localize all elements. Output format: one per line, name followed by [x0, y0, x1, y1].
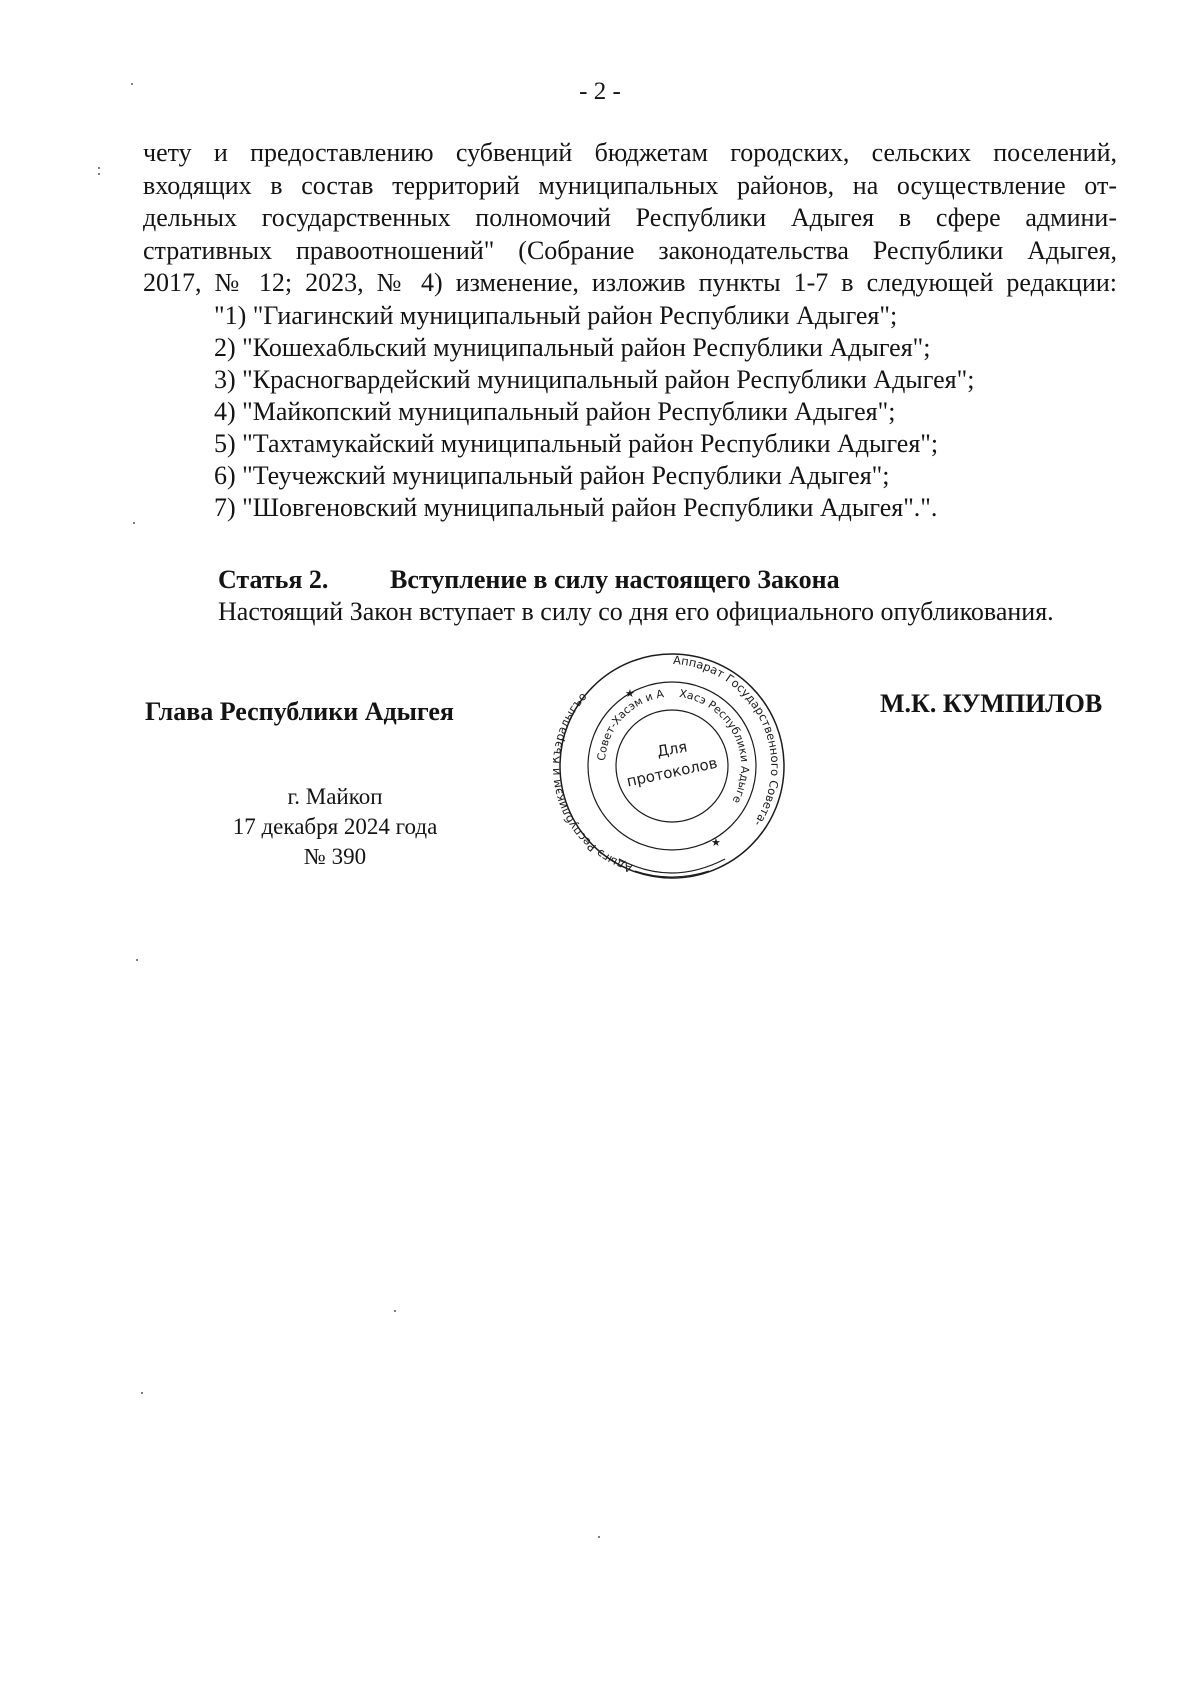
- stamp-graphic: [553, 651, 791, 883]
- stamp-inner-left-text: Совет-Хасэм и А: [594, 687, 665, 762]
- body-line: дельных государственных полномочий Республики Адыгея в сфере админи-: [143, 203, 1117, 232]
- signatory-role: Глава Республики Адыгея: [145, 697, 454, 726]
- stamp-star: ★: [711, 836, 721, 849]
- article-title: Вступление в силу настоящего Закона: [390, 565, 840, 594]
- body-line: входящих в состав территорий муниципальных районов, на осуществление от-: [143, 170, 1117, 200]
- list-item: 3) "Красногвардейский муниципальный район Республики Адыгея";: [214, 365, 975, 394]
- scan-speck: [136, 959, 138, 961]
- body-line: чету и предоставлению субвенций бюджетам городских, сельских поселений,: [143, 138, 1117, 167]
- signatory-name: М.К. КУМПИЛОВ: [880, 689, 1103, 718]
- stamp-outer-left-text: Адыгэ Республик ралыгъо: [553, 689, 634, 876]
- body-line: 2017, № 12; 2023, № 4) изменение, изложив пункты 1-7 в следующей редакции:: [143, 268, 1117, 297]
- body-line: стративных правоотношений" (Собрание законодательства Республики Адыгея,: [143, 235, 1117, 265]
- body-paragraph: [143, 137, 1117, 300]
- stamp-center-line2: протоколов: [624, 753, 719, 791]
- district-list: [214, 300, 974, 524]
- city: г. Майкоп: [287, 784, 383, 809]
- scan-speck: [98, 167, 100, 169]
- scan-speck: [131, 83, 133, 85]
- article-text: Настоящий Закон вступает в силу со дня его официального опубликования.: [218, 597, 1054, 626]
- page-number: - 2 -: [579, 78, 621, 105]
- stamp-inner-right-text: Хасэ Республики Адыге: [678, 687, 752, 806]
- stamp-outer-right-text: Аппарат Государственного Совета-: [672, 652, 783, 830]
- article-heading: [218, 565, 840, 595]
- law-number: № 390: [303, 844, 367, 869]
- list-item: 7) "Шовгеновский муниципальный район Республики Адыгея".".: [214, 493, 938, 522]
- date: 17 декабря 2024 года: [232, 814, 438, 839]
- official-stamp: [553, 651, 791, 883]
- scan-speck: [598, 1536, 600, 1538]
- list-item: 5) "Тахтамукайский муниципальный район Республики Адыгея";: [214, 429, 939, 458]
- list-item: 4) "Майкопский муниципальный район Республики Адыгея";: [214, 397, 896, 426]
- scan-speck: [98, 173, 100, 175]
- scan-speck: [394, 1310, 396, 1312]
- scan-speck: [141, 1392, 143, 1394]
- list-item: "1) "Гиагинский муниципальный район Республики Адыгея";: [214, 301, 898, 330]
- list-item: 6) "Теучежский муниципальный район Республики Адыгея";: [214, 461, 890, 490]
- list-item: 2) "Кошехабльский муниципальный район Республики Адыгея";: [214, 333, 931, 362]
- stamp-star: ★: [625, 687, 635, 700]
- scan-speck: [133, 522, 135, 524]
- stamp-center-line1: Для: [655, 737, 689, 761]
- place-date-block: [200, 782, 470, 872]
- article-number: Статья 2.: [218, 565, 329, 594]
